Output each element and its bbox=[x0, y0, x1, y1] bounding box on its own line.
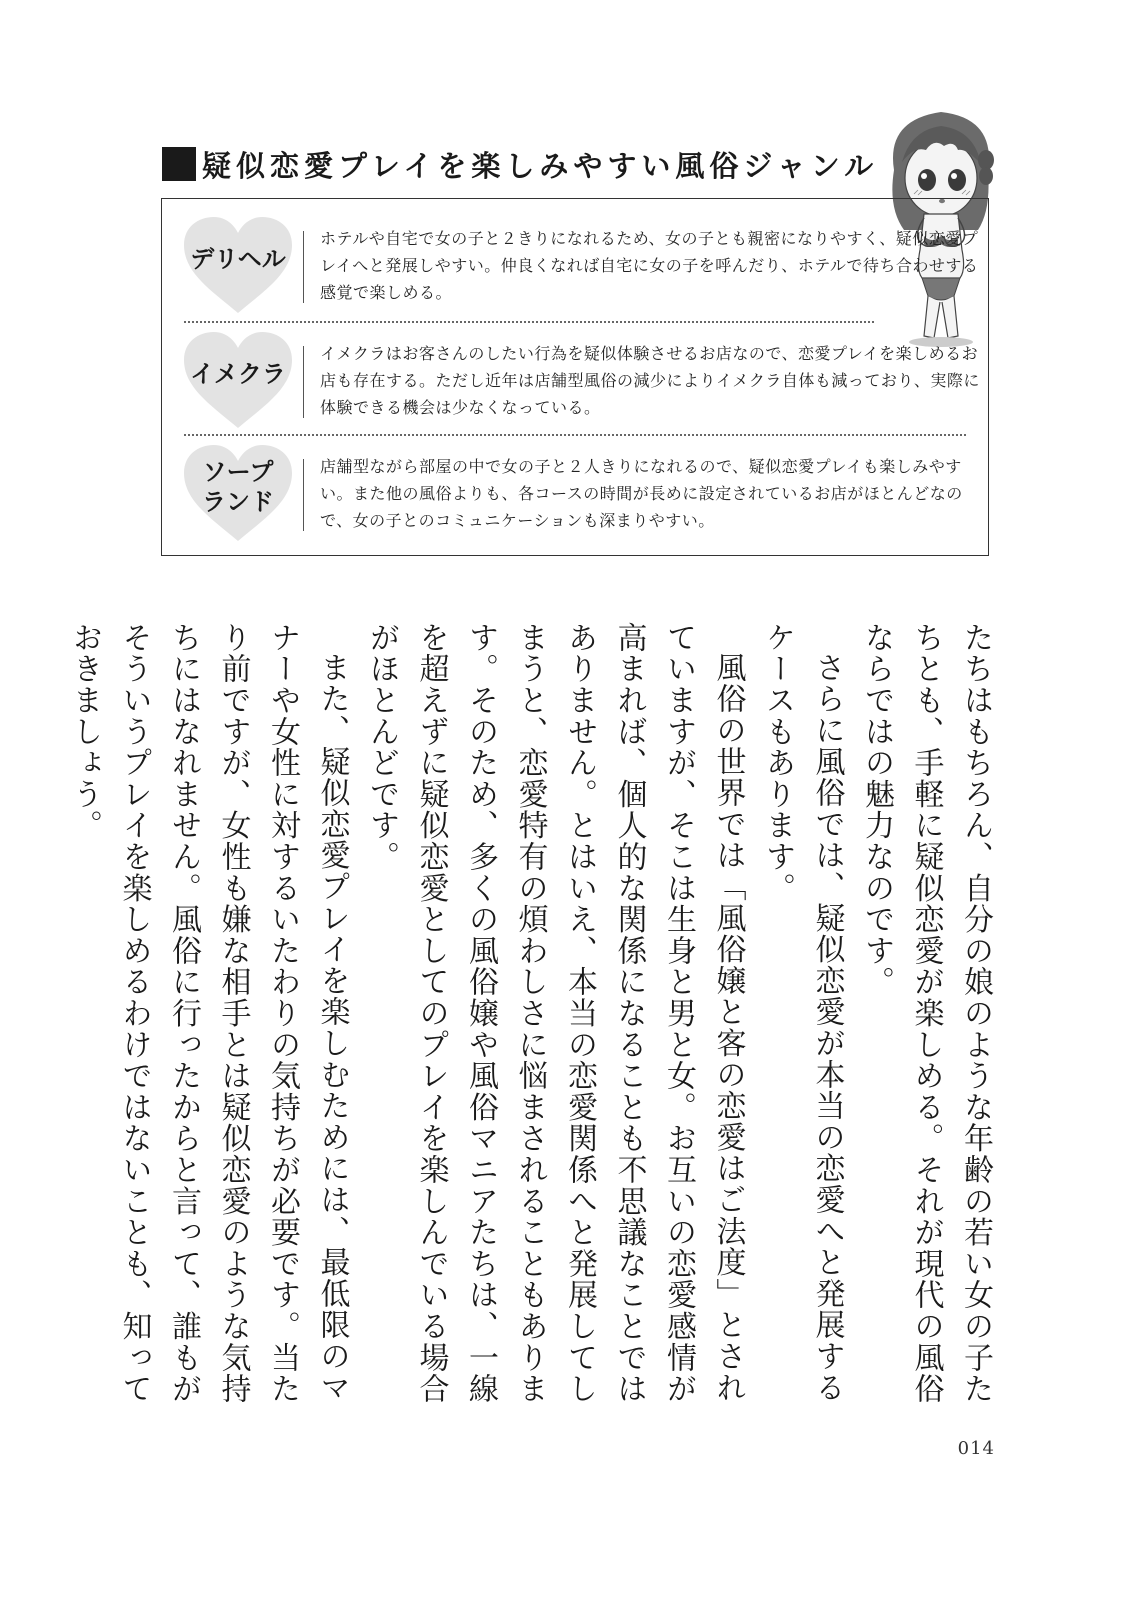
genre-box bbox=[161, 198, 989, 556]
vertical-divider bbox=[303, 346, 304, 418]
genre-label: デリヘル bbox=[190, 245, 286, 273]
page-number: 014 bbox=[957, 1438, 995, 1459]
section-title: 疑似恋愛プレイを楽しみやすい風俗ジャンル bbox=[202, 148, 879, 183]
heading-square-icon bbox=[162, 147, 196, 181]
genre-heart bbox=[182, 215, 294, 315]
body-text bbox=[60, 622, 1001, 1412]
genre-heart bbox=[182, 443, 294, 543]
vertical-divider bbox=[303, 459, 304, 531]
body-paragraph: たちはもちろん、自分の娘のような年齢の若い女の子たちとも、手軽に疑似恋愛が楽しめる。それが現代の風俗ならではの魅力なのです。 bbox=[859, 622, 993, 1405]
dotted-divider bbox=[184, 321, 874, 323]
genre-row-soapland bbox=[162, 437, 988, 547]
genre-row-deriheru bbox=[162, 209, 988, 319]
genre-heart bbox=[182, 330, 294, 430]
section-heading bbox=[162, 142, 878, 186]
genre-row-imekura bbox=[162, 324, 988, 434]
genre-label: ソープ ランド bbox=[202, 458, 274, 516]
dotted-divider bbox=[184, 434, 966, 436]
body-paragraph: さらに風俗では、疑似恋愛が本当の恋愛へと発展するケースもあります。 bbox=[760, 622, 845, 1404]
genre-description: 店舗型ながら部屋の中で女の子と２人きりになれるので、疑似恋愛プレイも楽しみやすい。また他の風俗よりも、各コースの時間が長めに設定されているお店がほとんどなので、女の子とのコミュニケーションも深まりやすい。 bbox=[320, 457, 963, 530]
genre-label: イメクラ bbox=[190, 360, 286, 388]
body-paragraph: 風俗の世界では「風俗嬢と客の恋愛はご法度」とされていますが、そこは生身と男と女。お互いの恋愛感情が高まれば、個人的な関係になることも不思議なことではありません。とはいえ、本当の恋愛関係へと発展してしまうと、恋愛特有の煩わしさに悩まされることもあります。そのため、多くの風俗嬢や風俗マニアたちは、一線を超えずに疑似恋愛としてのプレイを楽しんでいる場合がほとんどです。 bbox=[364, 622, 746, 1405]
genre-description: ホテルや自宅で女の子と２きりになれるため、女の子とも親密になりやすく、疑似恋愛プレイへと発展しやすい。仲良くなれば自宅に女の子を呼んだり、ホテルで待ち合わせする感覚で楽しめる。 bbox=[320, 229, 979, 302]
body-paragraph: また、疑似恋愛プレイを楽しむためには、最低限のマナーや女性に対するいたわりの気持ちが必要です。当たり前ですが、女性も嫌な相手とは疑似恋愛のような気持ちにはなれません。風俗に行ったからと言って、誰もがそういうプレイを楽しめるわけではないことも、知っておきましょう。 bbox=[67, 622, 350, 1405]
genre-description: イメクラはお客さんのしたい行為を疑似体験させるお店なので、恋愛プレイを楽しめるお店も存在する。ただし近年は店舗型風俗の減少によりイメクラ自体も減っており、実際に体験できる機会は少なくなっている。 bbox=[320, 344, 980, 417]
vertical-divider bbox=[303, 231, 304, 303]
